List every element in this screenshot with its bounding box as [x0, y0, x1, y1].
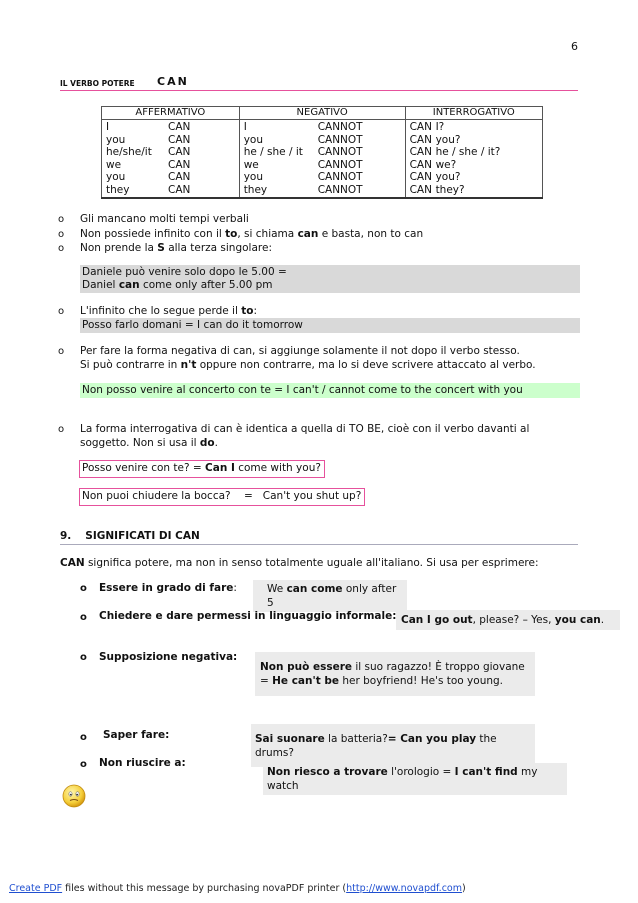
meaning-example: [263, 763, 567, 795]
footer-notice: [9, 883, 466, 894]
bullet-marker: o: [80, 732, 87, 743]
rule-text: [80, 359, 536, 372]
text-span: , si chiama: [237, 228, 298, 240]
meaning-label: Saper fare:: [103, 729, 170, 741]
text-span: :: [233, 582, 237, 594]
table-cell: CANNOT: [317, 133, 363, 146]
text-span: l'orologio =: [387, 766, 455, 778]
text-span: la batteria?: [324, 733, 388, 745]
example-line: [260, 674, 530, 688]
table-cell: CANNOT: [317, 158, 363, 171]
text-span: Can I go out: [401, 614, 473, 626]
text-span: Daniel: [82, 279, 119, 291]
rule-text: [80, 437, 218, 450]
text-span: Non riesco a trovare: [267, 766, 388, 778]
meaning-label: Non riuscire a:: [99, 757, 186, 769]
text-span: e basta, non to can: [318, 228, 424, 240]
example-line: [260, 660, 530, 674]
text-span: CAN: [60, 557, 85, 569]
table-cell: I?: [435, 121, 445, 133]
bullet-marker: o: [58, 229, 65, 240]
table-cell: he / she / it: [243, 146, 303, 158]
bullet-marker: o: [80, 652, 87, 663]
section-title-text: SIGNIFICATI DI CAN: [85, 530, 200, 542]
table-cell: they?: [435, 183, 465, 196]
text-span: do: [199, 437, 215, 449]
table-cell: he / she / it?: [435, 146, 501, 158]
table-col-interrogativo: [405, 120, 542, 199]
table-col-affermativo: [102, 120, 240, 199]
text-span: the drums?: [255, 733, 497, 759]
table-cell: CAN: [168, 133, 191, 146]
rule-text: [80, 242, 272, 255]
example-box-pink: [79, 460, 325, 478]
example-box-gray: [80, 265, 580, 293]
section-title: [60, 530, 200, 542]
bullet-marker: o: [58, 243, 65, 254]
table-col-negativo: [239, 120, 405, 199]
text-span: Non può essere: [260, 661, 353, 673]
table-cell: CAN: [409, 158, 432, 171]
meaning-label: [99, 582, 237, 594]
text-span: S: [157, 242, 165, 254]
table-cell: CANNOT: [317, 121, 363, 133]
text-span: ): [462, 883, 466, 894]
text-span: to: [225, 228, 238, 240]
table-cell: you: [243, 171, 263, 183]
example-box-gray: Posso farlo domani = I can do it tomorrow: [80, 318, 580, 333]
example-box-pink: Non puoi chiudere la bocca? = Can't you shut up?: [79, 488, 365, 506]
text-span: Can I: [205, 462, 235, 474]
table-cell: you: [243, 133, 263, 146]
text-span: files without this message by purchasing novaPDF printer (: [62, 883, 347, 894]
header-title-left: IL VERBO POTERE: [60, 79, 135, 88]
text-span: soggetto. Non si usa il: [80, 437, 200, 449]
bullet-marker: o: [80, 612, 87, 623]
table-cell: CAN: [168, 121, 191, 133]
rule-text: [80, 305, 257, 318]
text-span: significa potere, ma non in senso totalmente uguale all'italiano. Si usa per esprimere:: [84, 557, 539, 569]
bullet-marker: o: [58, 306, 65, 317]
table-cell: we: [106, 158, 122, 171]
meaning-example: [396, 610, 620, 630]
novapdf-link[interactable]: http://www.novapdf.com: [346, 883, 462, 894]
text-span: only after 5: [267, 583, 397, 609]
rule-text: Gli mancano molti tempi verbali: [80, 213, 249, 225]
text-span: can: [297, 228, 319, 240]
text-span: alla terza singolare:: [164, 242, 272, 254]
text-span: n't: [180, 359, 197, 371]
text-span: L'infinito che lo segue perde il: [80, 305, 242, 317]
table-cell: CAN: [409, 183, 432, 196]
text-span: come only after 5.00 pm: [139, 279, 273, 291]
text-span: Si può contrarre in: [80, 359, 181, 371]
text-span: We: [267, 583, 287, 595]
rule-text: La forma interrogativa di can è identica a quella di TO BE, cioè con il verbo davanti al: [80, 423, 530, 435]
text-span: , please? – Yes,: [472, 614, 555, 626]
text-span: .: [600, 614, 605, 626]
table-cell: CAN: [168, 171, 191, 183]
table-cell: CAN: [409, 171, 432, 183]
table-cell: they: [106, 183, 130, 196]
table-header-interrogativo: INTERROGATIVO: [405, 107, 542, 120]
text-span: come with you?: [234, 462, 321, 474]
meaning-example: [253, 580, 407, 612]
text-span: oppure non contrarre, ma lo si deve scrivere attaccato al verbo.: [196, 359, 536, 371]
table-cell: CAN: [168, 183, 191, 196]
example-text: Daniele può venire solo dopo le 5.00 =: [82, 266, 287, 278]
header-divider: [60, 90, 578, 91]
bullet-marker: o: [80, 759, 87, 770]
section-divider: [60, 544, 578, 545]
table-cell: we: [243, 158, 259, 171]
text-span: =: [260, 675, 273, 687]
meaning-label: Supposizione negativa:: [99, 651, 238, 663]
text-span: He can't be: [272, 675, 340, 687]
section-number: 9.: [60, 530, 72, 542]
rule-text: Per fare la forma negativa di can, si aggiunge solamente il not dopo il verbo stesso.: [80, 345, 520, 357]
bullet-marker: o: [58, 214, 65, 225]
text-span: il suo ragazzo! È troppo giovane: [352, 661, 525, 673]
text-span: Sai suonare: [255, 733, 325, 745]
meaning-example: [251, 724, 535, 767]
table-cell: CANNOT: [317, 171, 363, 183]
text-span: = Can you play: [387, 733, 477, 745]
page-number: 6: [571, 40, 578, 53]
rule-text: [80, 228, 423, 241]
text-span: to: [241, 305, 254, 317]
create-pdf-link[interactable]: Create PDF: [9, 883, 63, 894]
table-cell: you: [106, 171, 126, 183]
table-cell: you?: [435, 133, 461, 146]
table-cell: he/she/it: [106, 146, 152, 158]
table-cell: I: [243, 121, 247, 133]
bullet-marker: o: [58, 424, 65, 435]
text-span: Non possiede infinito con il: [80, 228, 226, 240]
text-span: Posso venire con te? =: [82, 462, 206, 474]
text-span: can come: [286, 583, 343, 595]
smiley-icon: [62, 784, 86, 808]
text-span: Essere in grado di fare: [99, 582, 234, 594]
text-span: Non prende la: [80, 242, 158, 254]
section-intro: [60, 557, 538, 570]
table-cell: we?: [435, 158, 457, 171]
table-cell: CAN: [168, 146, 191, 158]
bullet-marker: o: [80, 583, 87, 594]
table-cell: CAN: [409, 146, 432, 158]
example-box-green: Non posso venire al concerto con te = I can't / cannot come to the concert with you: [80, 383, 580, 398]
table-cell: you: [106, 133, 126, 146]
text-span: her boyfriend! He's too young.: [339, 675, 504, 687]
text-span: my watch: [267, 766, 538, 792]
table-cell: CAN: [168, 158, 191, 171]
table-cell: I: [106, 121, 110, 133]
table-cell: they: [243, 183, 268, 196]
table-cell: CANNOT: [317, 146, 363, 158]
text-span: .: [214, 437, 218, 449]
table-cell: you?: [435, 171, 461, 183]
conjugation-table: [101, 106, 543, 199]
table-cell: CAN: [409, 121, 432, 133]
meaning-label: Chiedere e dare permessi in linguaggio informale:: [99, 610, 397, 622]
text-span: I can't find: [454, 766, 518, 778]
table-header-affermativo: AFFERMATIVO: [102, 107, 240, 120]
table-cell: CANNOT: [317, 183, 363, 196]
text-span: :: [253, 305, 257, 317]
header-title-right: CAN: [157, 75, 189, 88]
example-text: [82, 279, 580, 292]
text-span: can: [118, 279, 140, 291]
meaning-example: [255, 652, 535, 696]
table-cell: CAN: [409, 133, 432, 146]
text-span: you can: [554, 614, 601, 626]
table-header-negativo: NEGATIVO: [239, 107, 405, 120]
bullet-marker: o: [58, 346, 65, 357]
